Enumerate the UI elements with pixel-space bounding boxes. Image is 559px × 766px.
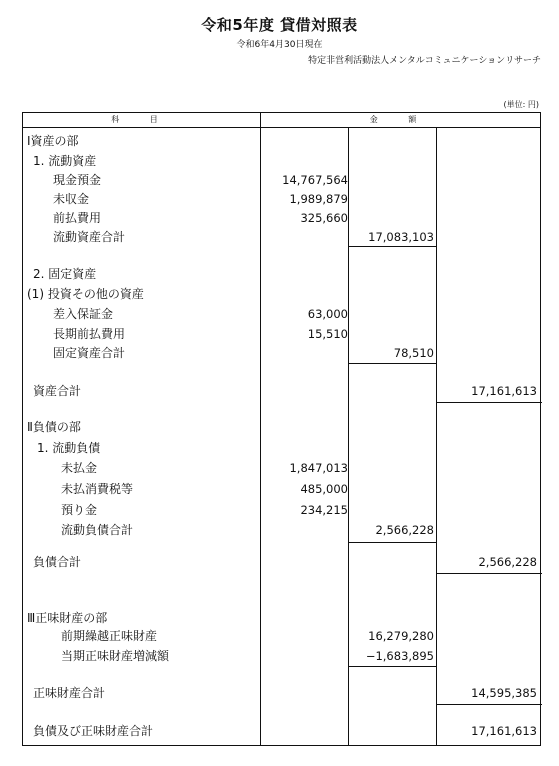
document-date: 令和6年4月30日現在: [236, 40, 323, 50]
row-label: 資産合計: [33, 384, 82, 398]
subtotal-line: [348, 363, 436, 364]
table-row: [23, 608, 542, 628]
amount-cell: 63,000: [307, 307, 348, 321]
table-row: [23, 552, 542, 572]
subtotal-line: [348, 542, 436, 543]
amount-cell: 17,161,613: [471, 384, 537, 398]
amount-cell: 15,510: [307, 327, 348, 341]
row-label: 現金預金: [53, 173, 102, 187]
row-label: 正味財産合計: [33, 686, 106, 700]
total-line: [436, 704, 542, 705]
table-row: [23, 646, 542, 666]
row-label: 前払費用: [53, 211, 102, 225]
amount-cell: 2,566,228: [375, 523, 434, 537]
subtotal-line: [348, 666, 436, 667]
row-label: 当期正味財産増減額: [61, 649, 170, 663]
row-label: 未払金: [61, 461, 98, 475]
balance-sheet-table: [22, 112, 541, 746]
table-row: [23, 151, 542, 171]
amount-cell: 1,989,879: [289, 192, 348, 206]
amount-cell: 485,000: [300, 482, 348, 496]
row-label: 未収金: [53, 192, 90, 206]
amount-cell: 234,215: [300, 503, 348, 517]
table-row: [23, 324, 542, 344]
amount-cell: 14,595,385: [471, 686, 537, 700]
row-label: Ⅰ資産の部: [27, 134, 79, 148]
row-label: 1. 流動負債: [37, 441, 101, 455]
row-label: Ⅱ負債の部: [27, 420, 81, 434]
row-label: 2. 固定資産: [33, 267, 97, 281]
table-row: [23, 264, 542, 284]
amount-cell: 78,510: [393, 346, 434, 360]
header-divider: [23, 127, 540, 128]
table-row: [23, 520, 542, 540]
amount-cell: 16,279,280: [368, 629, 434, 643]
table-row: [23, 458, 542, 478]
table-row: [23, 438, 542, 458]
table-row: [23, 131, 542, 151]
row-label: 負債合計: [33, 555, 82, 569]
table-row: [23, 227, 542, 247]
row-label: 固定資産合計: [53, 346, 126, 360]
row-label: 流動負債合計: [61, 523, 134, 537]
table-row: [23, 304, 542, 324]
table-row: [23, 343, 542, 363]
table-row: [23, 417, 542, 437]
row-label: 流動資産合計: [53, 230, 126, 244]
table-row: [23, 170, 542, 190]
table-row: [23, 479, 542, 499]
amount-cell: 17,083,103: [368, 230, 434, 244]
header-amount: 金 額: [369, 115, 431, 124]
table-row: [23, 381, 542, 401]
amount-cell: 2,566,228: [478, 555, 537, 569]
amount-cell: 325,660: [300, 211, 348, 225]
amount-cell: 17,161,613: [471, 724, 537, 738]
total-line: [436, 402, 542, 403]
table-row: [23, 284, 542, 304]
amount-cell: −1,683,895: [365, 649, 434, 663]
organization-name: 特定非営利活動法人メンタルコミュニケーションリサーチ: [308, 56, 541, 66]
row-label: 1. 流動資産: [33, 154, 97, 168]
row-label: 預り金: [61, 503, 98, 517]
unit-note: (単位: 円): [503, 100, 539, 109]
row-label: 長期前払費用: [53, 327, 126, 341]
table-row: [23, 189, 542, 209]
document-title: 令和5年度 貸借対照表: [201, 16, 358, 34]
amount-cell: 1,847,013: [289, 461, 348, 475]
row-label: (1) 投資その他の資産: [27, 287, 144, 301]
row-label: Ⅲ正味財産の部: [27, 611, 108, 625]
row-label: 差入保証金: [53, 307, 114, 321]
amount-cell: 14,767,564: [282, 173, 348, 187]
header-subject: 科 目: [111, 115, 172, 124]
table-row: [23, 500, 542, 520]
row-label: 負債及び正味財産合計: [33, 724, 154, 738]
table-row: [23, 626, 542, 646]
table-row: [23, 683, 542, 703]
row-label: 前期繰越正味財産: [61, 629, 158, 643]
row-label: 未払消費税等: [61, 482, 134, 496]
table-row: [23, 721, 542, 741]
table-row: [23, 208, 542, 228]
total-line: [436, 573, 542, 574]
